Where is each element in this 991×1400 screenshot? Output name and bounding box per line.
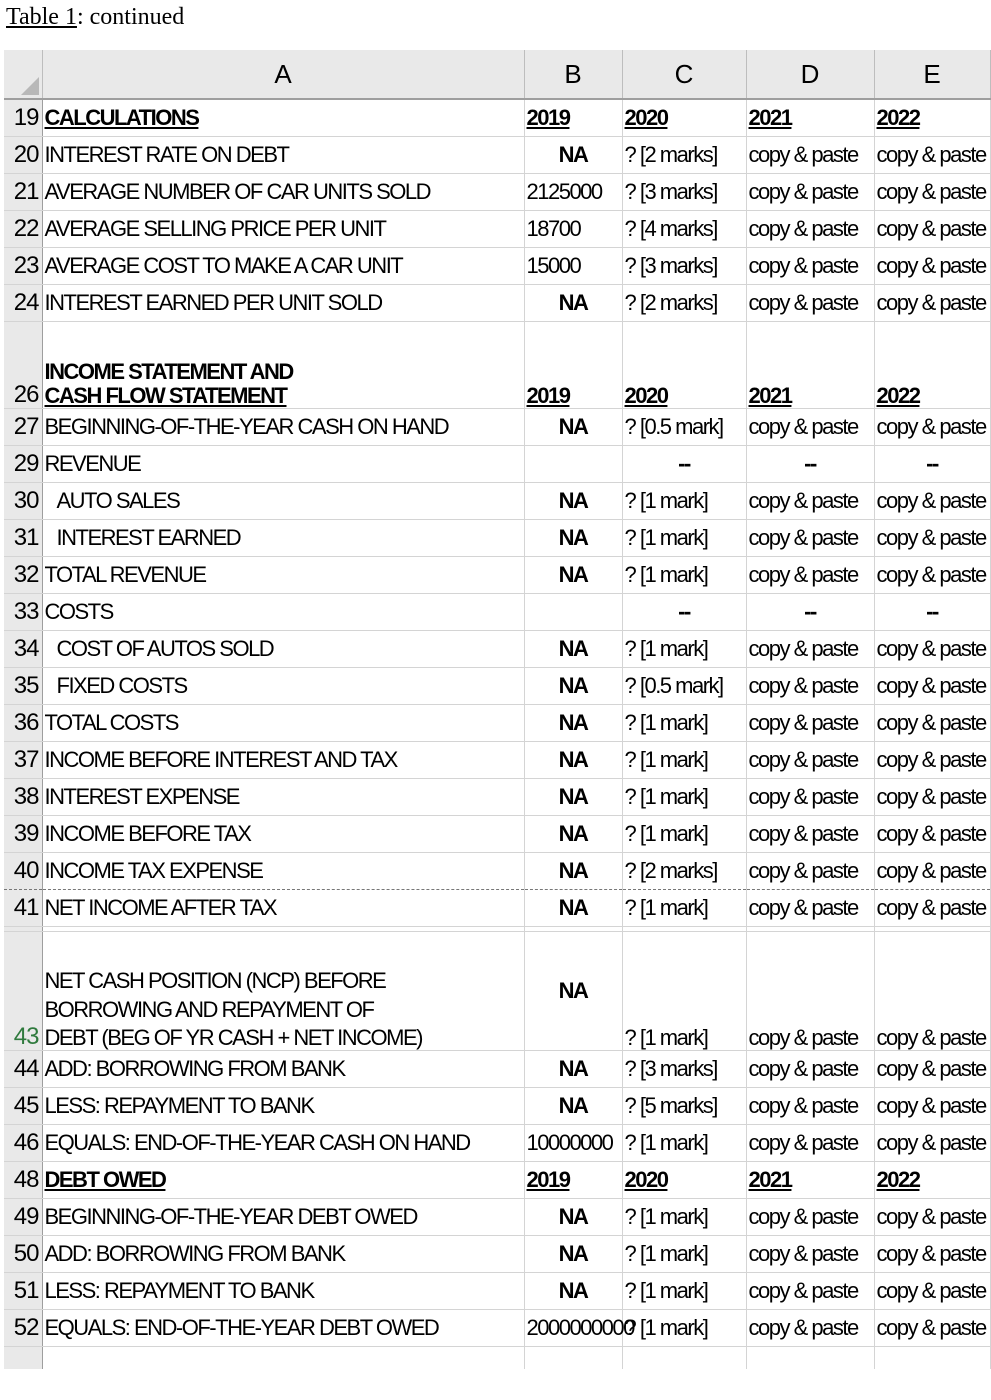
cell-e[interactable]: copy & paste bbox=[874, 285, 990, 322]
table-row bbox=[4, 594, 990, 631]
cell-a[interactable] bbox=[42, 932, 524, 1051]
cell-e[interactable]: copy & paste bbox=[874, 1088, 990, 1125]
cell-b[interactable]: 15000 bbox=[524, 248, 622, 285]
cell-b[interactable]: NA bbox=[524, 932, 622, 1051]
cell-e[interactable]: copy & paste bbox=[874, 409, 990, 446]
cell-a[interactable]: COSTS bbox=[42, 594, 524, 631]
cell-a[interactable]: NET INCOME AFTER TAX bbox=[42, 890, 524, 927]
cell-b[interactable]: 2019 bbox=[524, 322, 622, 409]
cell-d[interactable]: copy & paste bbox=[746, 1310, 874, 1347]
cell-c[interactable]: ? [1 mark] bbox=[622, 742, 746, 779]
table-row bbox=[4, 631, 990, 668]
cell-d[interactable]: copy & paste bbox=[746, 816, 874, 853]
cell-a[interactable]: ADD: BORROWING FROM BANK bbox=[42, 1236, 524, 1273]
cell-e[interactable]: copy & paste bbox=[874, 520, 990, 557]
table-row bbox=[4, 248, 990, 285]
row-number[interactable]: 43 bbox=[4, 932, 42, 1051]
cell-d[interactable]: copy & paste bbox=[746, 1199, 874, 1236]
cell-c[interactable]: ? [1 mark] bbox=[622, 1236, 746, 1273]
cell-b[interactable] bbox=[524, 446, 622, 483]
cell-d[interactable]: copy & paste bbox=[746, 1125, 874, 1162]
cell-c[interactable]: ? [2 marks] bbox=[622, 137, 746, 174]
cell-e[interactable]: copy & paste bbox=[874, 742, 990, 779]
cell-c[interactable]: ? [1 mark] bbox=[622, 631, 746, 668]
row-number[interactable]: 30 bbox=[4, 483, 42, 520]
cell-c[interactable]: -- bbox=[622, 446, 746, 483]
cell-a[interactable]: TOTAL REVENUE bbox=[42, 557, 524, 594]
row-number[interactable]: 23 bbox=[4, 248, 42, 285]
cell-c[interactable]: ? [3 marks] bbox=[622, 174, 746, 211]
cell-d[interactable]: copy & paste bbox=[746, 1088, 874, 1125]
cell-d[interactable]: copy & paste bbox=[746, 483, 874, 520]
column-header-c[interactable]: C bbox=[622, 50, 746, 99]
cell-a-line: NET CASH POSITION (NCP) BEFORE bbox=[44, 968, 386, 994]
row-number[interactable]: 20 bbox=[4, 137, 42, 174]
cell-a-line: CASH FLOW STATEMENT bbox=[44, 382, 287, 408]
cell-b[interactable]: NA bbox=[524, 779, 622, 816]
cell-e[interactable]: copy & paste bbox=[874, 211, 990, 248]
cell-e[interactable]: copy & paste bbox=[874, 779, 990, 816]
cell-b[interactable]: 2019 bbox=[524, 99, 622, 137]
cell-c[interactable]: ? [1 mark] bbox=[622, 890, 746, 927]
cell-a[interactable]: AVERAGE SELLING PRICE PER UNIT bbox=[42, 211, 524, 248]
cell-a[interactable]: AUTO SALES bbox=[42, 483, 524, 520]
cell-d[interactable]: 2021 bbox=[746, 1162, 874, 1199]
row-number[interactable]: 33 bbox=[4, 594, 42, 631]
table-row bbox=[4, 1051, 990, 1088]
cell-d[interactable]: copy & paste bbox=[746, 557, 874, 594]
cell-d[interactable]: copy & paste bbox=[746, 668, 874, 705]
cell-c[interactable]: ? [1 mark] bbox=[622, 520, 746, 557]
cell-d[interactable]: copy & paste bbox=[746, 853, 874, 890]
row-number[interactable]: 48 bbox=[4, 1162, 42, 1199]
cell-e[interactable]: copy & paste bbox=[874, 668, 990, 705]
cell-b[interactable]: NA bbox=[524, 557, 622, 594]
column-header-e[interactable]: E bbox=[874, 50, 990, 99]
table-row bbox=[4, 137, 990, 174]
row-number[interactable]: 44 bbox=[4, 1051, 42, 1088]
cell-d[interactable]: copy & paste bbox=[746, 705, 874, 742]
cell-c[interactable]: ? [1 mark] bbox=[622, 1273, 746, 1310]
row-number[interactable]: 37 bbox=[4, 742, 42, 779]
cell-c[interactable]: ? [2 marks] bbox=[622, 853, 746, 890]
row-number[interactable]: 50 bbox=[4, 1236, 42, 1273]
cell-b[interactable]: NA bbox=[524, 409, 622, 446]
table-row bbox=[4, 890, 990, 927]
cell-d[interactable]: copy & paste bbox=[746, 211, 874, 248]
cell-c[interactable]: ? [2 marks] bbox=[622, 285, 746, 322]
row-number[interactable]: 49 bbox=[4, 1199, 42, 1236]
row-number[interactable]: 45 bbox=[4, 1088, 42, 1125]
cell-e[interactable]: copy & paste bbox=[874, 1273, 990, 1310]
row-number[interactable]: 38 bbox=[4, 779, 42, 816]
cell-a[interactable]: COST OF AUTOS SOLD bbox=[42, 631, 524, 668]
cell-a[interactable]: AVERAGE NUMBER OF CAR UNITS SOLD bbox=[42, 174, 524, 211]
cell-b[interactable]: 2125000 bbox=[524, 174, 622, 211]
table-row bbox=[4, 816, 990, 853]
table-row bbox=[4, 174, 990, 211]
cell-e[interactable]: copy & paste bbox=[874, 1125, 990, 1162]
cell-d[interactable]: copy & paste bbox=[746, 1051, 874, 1088]
table-row bbox=[4, 99, 990, 137]
table-row bbox=[4, 1162, 990, 1199]
cell-b[interactable]: NA bbox=[524, 520, 622, 557]
cell-d[interactable]: 2021 bbox=[746, 99, 874, 137]
cell-b[interactable]: NA bbox=[524, 890, 622, 927]
cell-d[interactable]: copy & paste bbox=[746, 1236, 874, 1273]
cell-c[interactable]: ? [1 mark] bbox=[622, 932, 746, 1051]
cell-b[interactable]: 2019 bbox=[524, 1162, 622, 1199]
cell-e[interactable]: copy & paste bbox=[874, 557, 990, 594]
cell-d[interactable]: copy & paste bbox=[746, 248, 874, 285]
column-header-row bbox=[4, 50, 990, 99]
cell-d[interactable]: copy & paste bbox=[746, 285, 874, 322]
cell-e[interactable]: copy & paste bbox=[874, 1199, 990, 1236]
cell-c[interactable]: ? [1 mark] bbox=[622, 1310, 746, 1347]
cell-c[interactable]: -- bbox=[622, 594, 746, 631]
cell-b[interactable]: 10000000 bbox=[524, 1125, 622, 1162]
cell-c[interactable]: 2020 bbox=[622, 1162, 746, 1199]
cell-a[interactable]: ADD: BORROWING FROM BANK bbox=[42, 1051, 524, 1088]
cell-e[interactable]: copy & paste bbox=[874, 137, 990, 174]
row-number[interactable]: 39 bbox=[4, 816, 42, 853]
cell-a[interactable]: CALCULATIONS bbox=[42, 99, 524, 137]
table-row bbox=[4, 322, 990, 409]
cell-e[interactable]: copy & paste bbox=[874, 890, 990, 927]
cell-b[interactable]: NA bbox=[524, 285, 622, 322]
cell-b[interactable]: NA bbox=[524, 705, 622, 742]
cell-b[interactable]: 2000000000 bbox=[524, 1310, 622, 1347]
table-row bbox=[4, 1088, 990, 1125]
table-row bbox=[4, 446, 990, 483]
table-row bbox=[4, 668, 990, 705]
table-row bbox=[4, 779, 990, 816]
cell-e[interactable]: copy & paste bbox=[874, 248, 990, 285]
table-row bbox=[4, 853, 990, 890]
table-row bbox=[4, 1125, 990, 1162]
table-row bbox=[4, 705, 990, 742]
cell-d[interactable]: copy & paste bbox=[746, 174, 874, 211]
cell-e[interactable]: copy & paste bbox=[874, 1236, 990, 1273]
cell-a[interactable]: INCOME BEFORE TAX bbox=[42, 816, 524, 853]
table-row bbox=[4, 520, 990, 557]
cell-c[interactable]: ? [0.5 mark] bbox=[622, 409, 746, 446]
cell-c[interactable]: ? [4 marks] bbox=[622, 211, 746, 248]
cell-d[interactable]: copy & paste bbox=[746, 890, 874, 927]
column-header-a[interactable]: A bbox=[42, 50, 524, 99]
cell-e[interactable]: copy & paste bbox=[874, 631, 990, 668]
row-number[interactable]: 36 bbox=[4, 705, 42, 742]
cell-b[interactable]: NA bbox=[524, 1273, 622, 1310]
cell-a[interactable]: DEBT OWED bbox=[42, 1162, 524, 1199]
cell-a[interactable]: BEGINNING-OF-THE-YEAR DEBT OWED bbox=[42, 1199, 524, 1236]
table-row bbox=[4, 211, 990, 248]
row-number[interactable]: 35 bbox=[4, 668, 42, 705]
row-number[interactable]: 24 bbox=[4, 285, 42, 322]
row-number[interactable]: 22 bbox=[4, 211, 42, 248]
cell-c[interactable]: ? [1 mark] bbox=[622, 816, 746, 853]
cell-a[interactable]: LESS: REPAYMENT TO BANK bbox=[42, 1088, 524, 1125]
table-row bbox=[4, 1273, 990, 1310]
cell-a[interactable]: BEGINNING-OF-THE-YEAR CASH ON HAND bbox=[42, 409, 524, 446]
table-row bbox=[4, 285, 990, 322]
row-number[interactable]: 40 bbox=[4, 853, 42, 890]
row-number[interactable]: 51 bbox=[4, 1273, 42, 1310]
cell-c[interactable]: ? [1 mark] bbox=[622, 779, 746, 816]
cell-e[interactable]: copy & paste bbox=[874, 1310, 990, 1347]
column-header-b[interactable]: B bbox=[524, 50, 622, 99]
cell-e[interactable]: copy & paste bbox=[874, 853, 990, 890]
cell-c[interactable]: ? [1 mark] bbox=[622, 483, 746, 520]
cell-e[interactable]: -- bbox=[874, 594, 990, 631]
cell-b[interactable]: NA bbox=[524, 853, 622, 890]
cell-c[interactable]: ? [0.5 mark] bbox=[622, 668, 746, 705]
cell-b[interactable]: NA bbox=[524, 483, 622, 520]
cell-a[interactable]: FIXED COSTS bbox=[42, 668, 524, 705]
cell-a[interactable]: INTEREST RATE ON DEBT bbox=[42, 137, 524, 174]
row-number[interactable]: 34 bbox=[4, 631, 42, 668]
row-number[interactable]: 26 bbox=[4, 322, 42, 409]
cell-e[interactable]: copy & paste bbox=[874, 705, 990, 742]
cell-b[interactable]: NA bbox=[524, 631, 622, 668]
column-header-d[interactable]: D bbox=[746, 50, 874, 99]
caption-rest: : continued bbox=[76, 4, 185, 30]
cell-e[interactable]: 2022 bbox=[874, 99, 990, 137]
cell-c[interactable]: 2020 bbox=[622, 99, 746, 137]
cell-b[interactable]: NA bbox=[524, 1236, 622, 1273]
table-row bbox=[4, 409, 990, 446]
table-row bbox=[4, 1236, 990, 1273]
cell-c[interactable]: ? [1 mark] bbox=[622, 1125, 746, 1162]
cell-a-line: BORROWING AND REPAYMENT OF bbox=[44, 996, 374, 1022]
cell-d[interactable]: -- bbox=[746, 594, 874, 631]
cell-e[interactable]: -- bbox=[874, 446, 990, 483]
row-number[interactable]: 31 bbox=[4, 520, 42, 557]
table-row bbox=[4, 1310, 990, 1347]
cell-a[interactable] bbox=[42, 322, 524, 409]
cell-a-line: DEBT (BEG OF YR CASH + NET INCOME) bbox=[44, 1024, 422, 1050]
partial-row bbox=[4, 1347, 990, 1370]
cell-b[interactable]: NA bbox=[524, 137, 622, 174]
cell-c[interactable]: ? [3 marks] bbox=[622, 248, 746, 285]
cell-a[interactable]: INCOME BEFORE INTEREST AND TAX bbox=[42, 742, 524, 779]
cell-a[interactable]: INCOME TAX EXPENSE bbox=[42, 853, 524, 890]
row-number[interactable]: 32 bbox=[4, 557, 42, 594]
caption-label: Table 1 bbox=[6, 4, 77, 30]
cell-a[interactable]: INTEREST EARNED bbox=[42, 520, 524, 557]
cell-d[interactable]: copy & paste bbox=[746, 631, 874, 668]
cell-a[interactable]: REVENUE bbox=[42, 446, 524, 483]
cell-e[interactable]: copy & paste bbox=[874, 174, 990, 211]
table-caption bbox=[6, 4, 184, 31]
cell-d[interactable]: copy & paste bbox=[746, 137, 874, 174]
row-number[interactable]: 41 bbox=[4, 890, 42, 927]
cell-b[interactable]: 18700 bbox=[524, 211, 622, 248]
cell-e[interactable]: 2022 bbox=[874, 322, 990, 409]
table-row bbox=[4, 483, 990, 520]
cell-a[interactable]: EQUALS: END-OF-THE-YEAR CASH ON HAND bbox=[42, 1125, 524, 1162]
row-number[interactable]: 21 bbox=[4, 174, 42, 211]
cell-a[interactable]: EQUALS: END-OF-THE-YEAR DEBT OWED bbox=[42, 1310, 524, 1347]
cell-c[interactable]: ? [1 mark] bbox=[622, 1199, 746, 1236]
cell-a[interactable]: INTEREST EARNED PER UNIT SOLD bbox=[42, 285, 524, 322]
cell-d[interactable]: copy & paste bbox=[746, 520, 874, 557]
table-row bbox=[4, 742, 990, 779]
cell-b[interactable] bbox=[524, 594, 622, 631]
cell-c[interactable]: 2020 bbox=[622, 322, 746, 409]
cell-c[interactable]: ? [3 marks] bbox=[622, 1051, 746, 1088]
cell-a[interactable]: INTEREST EXPENSE bbox=[42, 779, 524, 816]
cell-d[interactable]: copy & paste bbox=[746, 779, 874, 816]
table-row bbox=[4, 557, 990, 594]
table-row bbox=[4, 932, 990, 1051]
cell-e[interactable]: 2022 bbox=[874, 1162, 990, 1199]
cell-d[interactable]: copy & paste bbox=[746, 932, 874, 1051]
cell-c[interactable]: ? [5 marks] bbox=[622, 1088, 746, 1125]
cell-d[interactable]: copy & paste bbox=[746, 409, 874, 446]
spreadsheet-grid bbox=[4, 50, 991, 1369]
cell-a-line: INCOME STATEMENT AND bbox=[44, 358, 293, 384]
cell-d[interactable]: -- bbox=[746, 446, 874, 483]
cell-b[interactable]: NA bbox=[524, 1199, 622, 1236]
cell-a[interactable]: LESS: REPAYMENT TO BANK bbox=[42, 1273, 524, 1310]
row-number[interactable]: 29 bbox=[4, 446, 42, 483]
table-row bbox=[4, 1199, 990, 1236]
row-number[interactable]: 19 bbox=[4, 99, 42, 137]
cell-d[interactable]: copy & paste bbox=[746, 742, 874, 779]
cell-b[interactable]: NA bbox=[524, 668, 622, 705]
row-number[interactable]: 27 bbox=[4, 409, 42, 446]
cell-b[interactable]: NA bbox=[524, 1051, 622, 1088]
cell-c[interactable]: ? [1 mark] bbox=[622, 705, 746, 742]
row-number[interactable]: 46 bbox=[4, 1125, 42, 1162]
select-all-corner[interactable] bbox=[4, 50, 42, 99]
cell-e[interactable]: copy & paste bbox=[874, 816, 990, 853]
cell-d[interactable]: 2021 bbox=[746, 322, 874, 409]
cell-b[interactable]: NA bbox=[524, 742, 622, 779]
cell-e[interactable]: copy & paste bbox=[874, 483, 990, 520]
cell-c[interactable]: ? [1 mark] bbox=[622, 557, 746, 594]
row-number[interactable]: 52 bbox=[4, 1310, 42, 1347]
cell-a[interactable]: AVERAGE COST TO MAKE A CAR UNIT bbox=[42, 248, 524, 285]
cell-e[interactable]: copy & paste bbox=[874, 1051, 990, 1088]
cell-a[interactable]: TOTAL COSTS bbox=[42, 705, 524, 742]
cell-e[interactable]: copy & paste bbox=[874, 932, 990, 1051]
cell-b[interactable]: NA bbox=[524, 816, 622, 853]
cell-d[interactable]: copy & paste bbox=[746, 1273, 874, 1310]
cell-b[interactable]: NA bbox=[524, 1088, 622, 1125]
